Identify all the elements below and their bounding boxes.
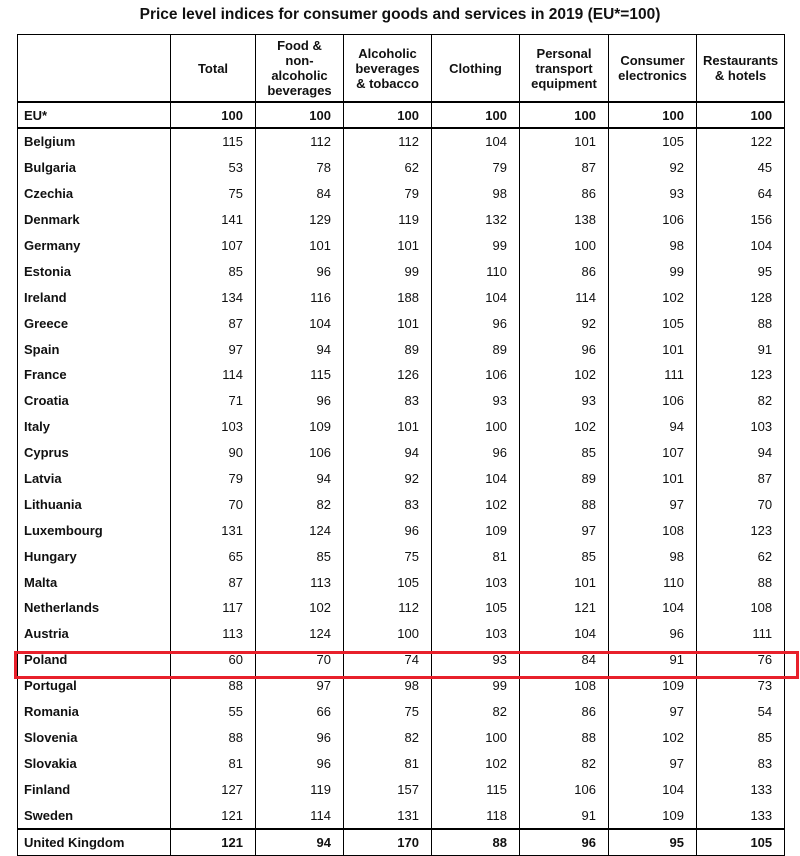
value-cell: 55: [171, 699, 256, 725]
value-cell: 94: [256, 829, 344, 856]
price-index-table: [17, 34, 785, 856]
value-cell: 101: [609, 466, 697, 492]
table-row: [18, 776, 785, 802]
country-cell: Denmark: [18, 207, 171, 233]
value-cell: 71: [171, 388, 256, 414]
value-cell: 102: [609, 724, 697, 750]
value-cell: 97: [609, 750, 697, 776]
value-cell: 106: [609, 207, 697, 233]
table-row: [18, 673, 785, 699]
value-cell: 108: [520, 673, 609, 699]
country-cell: Lithuania: [18, 491, 171, 517]
country-cell: Netherlands: [18, 595, 171, 621]
value-cell: 101: [520, 128, 609, 155]
value-cell: 134: [171, 284, 256, 310]
value-cell: 60: [171, 647, 256, 673]
value-cell: 54: [697, 699, 785, 725]
country-cell: Latvia: [18, 466, 171, 492]
table-row: [18, 388, 785, 414]
value-cell: 98: [609, 543, 697, 569]
value-cell: 128: [697, 284, 785, 310]
value-cell: 90: [171, 440, 256, 466]
value-cell: 114: [256, 802, 344, 829]
value-cell: 126: [344, 362, 432, 388]
uk-row: [18, 829, 785, 856]
value-cell: 87: [171, 569, 256, 595]
value-cell: 70: [697, 491, 785, 517]
value-cell: 83: [697, 750, 785, 776]
value-cell: 70: [256, 647, 344, 673]
value-cell: 109: [609, 673, 697, 699]
value-cell: 87: [697, 466, 785, 492]
value-cell: 92: [520, 310, 609, 336]
value-cell: 122: [697, 128, 785, 155]
value-cell: 75: [344, 699, 432, 725]
value-cell: 88: [697, 569, 785, 595]
value-cell: 112: [344, 595, 432, 621]
value-cell: 86: [520, 258, 609, 284]
value-cell: 104: [432, 128, 520, 155]
value-cell: 124: [256, 621, 344, 647]
header-col-6: Consumer electronics: [609, 35, 697, 103]
value-cell: 102: [520, 362, 609, 388]
value-cell: 83: [344, 491, 432, 517]
value-cell: 92: [344, 466, 432, 492]
value-cell: 84: [256, 181, 344, 207]
country-cell: Cyprus: [18, 440, 171, 466]
value-cell: 132: [432, 207, 520, 233]
value-cell: 104: [520, 621, 609, 647]
value-cell: 103: [171, 414, 256, 440]
value-cell: 88: [171, 673, 256, 699]
value-cell: 106: [432, 362, 520, 388]
value-cell: 82: [256, 491, 344, 517]
table-row: [18, 517, 785, 543]
value-cell: 104: [609, 595, 697, 621]
eu-row: [18, 102, 785, 128]
value-cell: 85: [697, 724, 785, 750]
value-cell: 101: [344, 310, 432, 336]
value-cell: 82: [520, 750, 609, 776]
value-cell: 93: [432, 647, 520, 673]
value-cell: 98: [609, 233, 697, 259]
header-col-4: Clothing: [432, 35, 520, 103]
value-cell: 82: [697, 388, 785, 414]
value-cell: 96: [256, 750, 344, 776]
value-cell: 94: [256, 466, 344, 492]
value-cell: 79: [432, 155, 520, 181]
country-cell: Spain: [18, 336, 171, 362]
table-row: [18, 724, 785, 750]
value-cell: 131: [171, 517, 256, 543]
country-cell: Poland: [18, 647, 171, 673]
table-title: Price level indices for consumer goods and services in 2019 (EU*=100): [139, 6, 661, 23]
value-cell: 66: [256, 699, 344, 725]
table-row: [18, 569, 785, 595]
value-cell: 96: [609, 621, 697, 647]
country-cell: EU*: [18, 102, 171, 128]
value-cell: 105: [609, 128, 697, 155]
value-cell: 101: [609, 336, 697, 362]
table-row: [18, 336, 785, 362]
table-row: [18, 128, 785, 155]
value-cell: 91: [697, 336, 785, 362]
value-cell: 95: [697, 258, 785, 284]
value-cell: 76: [697, 647, 785, 673]
table-row: [18, 621, 785, 647]
value-cell: 96: [256, 724, 344, 750]
value-cell: 105: [344, 569, 432, 595]
value-cell: 45: [697, 155, 785, 181]
value-cell: 62: [344, 155, 432, 181]
value-cell: 94: [256, 336, 344, 362]
value-cell: 102: [609, 284, 697, 310]
value-cell: 81: [171, 750, 256, 776]
value-cell: 105: [609, 310, 697, 336]
table-row: [18, 207, 785, 233]
country-cell: Czechia: [18, 181, 171, 207]
value-cell: 81: [432, 543, 520, 569]
value-cell: 121: [171, 829, 256, 856]
value-cell: 157: [344, 776, 432, 802]
value-cell: 82: [344, 724, 432, 750]
value-cell: 104: [609, 776, 697, 802]
value-cell: 100: [432, 414, 520, 440]
country-cell: Germany: [18, 233, 171, 259]
value-cell: 119: [256, 776, 344, 802]
country-cell: Portugal: [18, 673, 171, 699]
value-cell: 104: [256, 310, 344, 336]
value-cell: 112: [344, 128, 432, 155]
value-cell: 107: [609, 440, 697, 466]
value-cell: 78: [256, 155, 344, 181]
value-cell: 96: [520, 336, 609, 362]
value-cell: 118: [432, 802, 520, 829]
value-cell: 89: [520, 466, 609, 492]
value-cell: 104: [432, 466, 520, 492]
value-cell: 127: [171, 776, 256, 802]
country-cell: Greece: [18, 310, 171, 336]
value-cell: 113: [171, 621, 256, 647]
value-cell: 99: [609, 258, 697, 284]
header-row: [18, 35, 785, 103]
value-cell: 105: [432, 595, 520, 621]
country-cell: Romania: [18, 699, 171, 725]
value-cell: 117: [171, 595, 256, 621]
value-cell: 133: [697, 802, 785, 829]
value-cell: 96: [344, 517, 432, 543]
value-cell: 96: [432, 310, 520, 336]
value-cell: 123: [697, 362, 785, 388]
value-cell: 85: [520, 543, 609, 569]
value-cell: 188: [344, 284, 432, 310]
value-cell: 106: [520, 776, 609, 802]
table-row: [18, 466, 785, 492]
table-row: [18, 310, 785, 336]
value-cell: 111: [697, 621, 785, 647]
country-cell: France: [18, 362, 171, 388]
table-row: [18, 491, 785, 517]
value-cell: 102: [432, 491, 520, 517]
value-cell: 99: [432, 233, 520, 259]
value-cell: 103: [432, 621, 520, 647]
value-cell: 91: [520, 802, 609, 829]
value-cell: 85: [171, 258, 256, 284]
value-cell: 75: [344, 543, 432, 569]
value-cell: 96: [432, 440, 520, 466]
value-cell: 91: [609, 647, 697, 673]
country-cell: Ireland: [18, 284, 171, 310]
value-cell: 100: [609, 102, 697, 128]
value-cell: 89: [344, 336, 432, 362]
country-cell: Croatia: [18, 388, 171, 414]
value-cell: 110: [432, 258, 520, 284]
value-cell: 98: [344, 673, 432, 699]
country-cell: Bulgaria: [18, 155, 171, 181]
value-cell: 97: [171, 336, 256, 362]
value-cell: 64: [697, 181, 785, 207]
value-cell: 62: [697, 543, 785, 569]
value-cell: 101: [256, 233, 344, 259]
value-cell: 100: [697, 102, 785, 128]
country-cell: Hungary: [18, 543, 171, 569]
header-col-1: Total: [171, 35, 256, 103]
table-row: [18, 699, 785, 725]
value-cell: 102: [256, 595, 344, 621]
header-col-5: Personal transport equipment: [520, 35, 609, 103]
value-cell: 112: [256, 128, 344, 155]
value-cell: 94: [697, 440, 785, 466]
value-cell: 93: [609, 181, 697, 207]
country-cell: Luxembourg: [18, 517, 171, 543]
value-cell: 95: [609, 829, 697, 856]
value-cell: 116: [256, 284, 344, 310]
value-cell: 100: [171, 102, 256, 128]
value-cell: 103: [697, 414, 785, 440]
table-row: [18, 414, 785, 440]
value-cell: 94: [344, 440, 432, 466]
value-cell: 131: [344, 802, 432, 829]
value-cell: 83: [344, 388, 432, 414]
value-cell: 88: [432, 829, 520, 856]
value-cell: 97: [256, 673, 344, 699]
value-cell: 109: [609, 802, 697, 829]
value-cell: 97: [609, 491, 697, 517]
value-cell: 89: [432, 336, 520, 362]
country-cell: Malta: [18, 569, 171, 595]
value-cell: 84: [520, 647, 609, 673]
value-cell: 104: [432, 284, 520, 310]
country-cell: United Kingdom: [18, 829, 171, 856]
value-cell: 96: [256, 258, 344, 284]
value-cell: 99: [344, 258, 432, 284]
value-cell: 121: [520, 595, 609, 621]
value-cell: 156: [697, 207, 785, 233]
header-col-2: Food & non-alcoholic beverages: [256, 35, 344, 103]
value-cell: 79: [171, 466, 256, 492]
table-row: [18, 284, 785, 310]
value-cell: 100: [432, 102, 520, 128]
value-cell: 79: [344, 181, 432, 207]
value-cell: 119: [344, 207, 432, 233]
value-cell: 93: [520, 388, 609, 414]
value-cell: 92: [609, 155, 697, 181]
value-cell: 96: [520, 829, 609, 856]
country-cell: Slovenia: [18, 724, 171, 750]
value-cell: 65: [171, 543, 256, 569]
table-row: [18, 155, 785, 181]
value-cell: 97: [520, 517, 609, 543]
value-cell: 121: [171, 802, 256, 829]
value-cell: 88: [520, 491, 609, 517]
value-cell: 75: [171, 181, 256, 207]
table-row: [18, 543, 785, 569]
country-cell: Slovakia: [18, 750, 171, 776]
header-col-7: Restaurants & hotels: [697, 35, 785, 103]
value-cell: 100: [520, 233, 609, 259]
value-cell: 108: [609, 517, 697, 543]
value-cell: 87: [520, 155, 609, 181]
table-row: [18, 440, 785, 466]
value-cell: 124: [256, 517, 344, 543]
value-cell: 138: [520, 207, 609, 233]
value-cell: 115: [171, 128, 256, 155]
value-cell: 107: [171, 233, 256, 259]
value-cell: 81: [344, 750, 432, 776]
table-row: [18, 647, 785, 673]
value-cell: 85: [520, 440, 609, 466]
country-cell: Finland: [18, 776, 171, 802]
value-cell: 100: [344, 102, 432, 128]
value-cell: 98: [432, 181, 520, 207]
table-row: [18, 233, 785, 259]
value-cell: 88: [520, 724, 609, 750]
value-cell: 101: [344, 233, 432, 259]
value-cell: 88: [171, 724, 256, 750]
country-cell: Austria: [18, 621, 171, 647]
header-country: [18, 35, 171, 103]
value-cell: 133: [697, 776, 785, 802]
value-cell: 70: [171, 491, 256, 517]
value-cell: 170: [344, 829, 432, 856]
value-cell: 102: [432, 750, 520, 776]
value-cell: 114: [520, 284, 609, 310]
value-cell: 106: [256, 440, 344, 466]
table-row: [18, 181, 785, 207]
value-cell: 110: [609, 569, 697, 595]
value-cell: 87: [171, 310, 256, 336]
country-cell: Sweden: [18, 802, 171, 829]
country-cell: Estonia: [18, 258, 171, 284]
value-cell: 96: [256, 388, 344, 414]
value-cell: 115: [432, 776, 520, 802]
value-cell: 82: [432, 699, 520, 725]
value-cell: 101: [344, 414, 432, 440]
value-cell: 115: [256, 362, 344, 388]
value-cell: 123: [697, 517, 785, 543]
value-cell: 86: [520, 181, 609, 207]
table-row: [18, 750, 785, 776]
value-cell: 97: [609, 699, 697, 725]
value-cell: 104: [697, 233, 785, 259]
value-cell: 73: [697, 673, 785, 699]
table-row: [18, 258, 785, 284]
table-row: [18, 595, 785, 621]
value-cell: 100: [256, 102, 344, 128]
header-col-3: Alcoholic beverages & tobacco: [344, 35, 432, 103]
value-cell: 102: [520, 414, 609, 440]
value-cell: 53: [171, 155, 256, 181]
value-cell: 99: [432, 673, 520, 699]
value-cell: 101: [520, 569, 609, 595]
value-cell: 93: [432, 388, 520, 414]
value-cell: 100: [432, 724, 520, 750]
value-cell: 109: [256, 414, 344, 440]
table-row: [18, 362, 785, 388]
value-cell: 105: [697, 829, 785, 856]
table-row: [18, 802, 785, 829]
value-cell: 113: [256, 569, 344, 595]
value-cell: 94: [609, 414, 697, 440]
value-cell: 114: [171, 362, 256, 388]
value-cell: 74: [344, 647, 432, 673]
value-cell: 100: [344, 621, 432, 647]
value-cell: 106: [609, 388, 697, 414]
value-cell: 108: [697, 595, 785, 621]
value-cell: 129: [256, 207, 344, 233]
value-cell: 85: [256, 543, 344, 569]
value-cell: 100: [520, 102, 609, 128]
country-cell: Belgium: [18, 128, 171, 155]
value-cell: 109: [432, 517, 520, 543]
country-cell: Italy: [18, 414, 171, 440]
value-cell: 86: [520, 699, 609, 725]
value-cell: 88: [697, 310, 785, 336]
value-cell: 111: [609, 362, 697, 388]
value-cell: 103: [432, 569, 520, 595]
value-cell: 141: [171, 207, 256, 233]
